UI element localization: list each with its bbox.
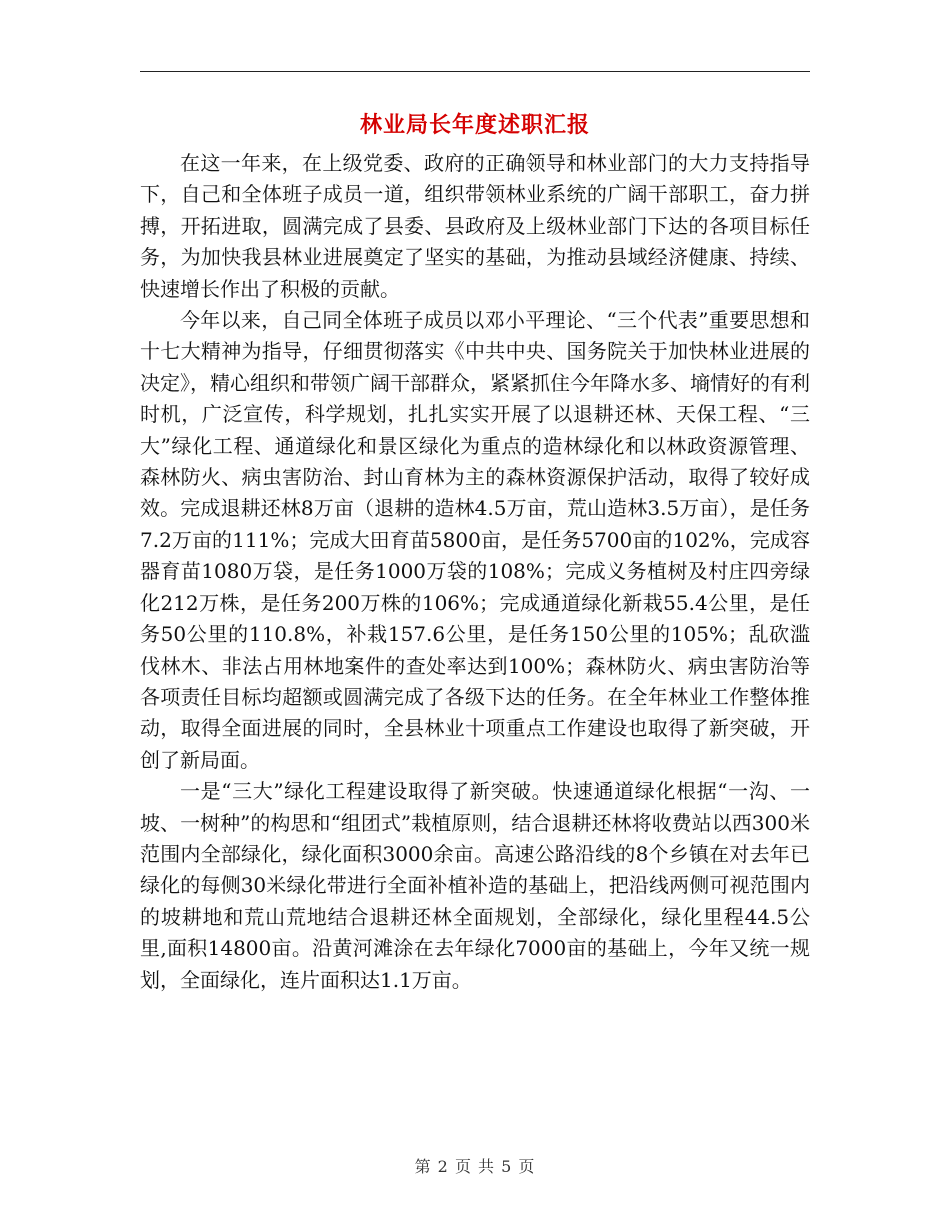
paragraph-achievements: 今年以来，自己同全体班子成员以邓小平理论、“三个代表”重要思想和十七大精神为指导，仔细贯彻落实《中共中央、国务院关于加快林业进展的决定》，精心组织和带领广阔干部群众，紧紧抓住今年降水多、墒情好的有利时机，广泛宣传，科学规划，扎扎实实开展了以退耕还林、天保工程、“三大”绿化工程、通道绿化和景区绿化为重点的造林绿化和以林政资源管理、森林防火、病虫害防治、封山育林为主的森林资源保护活动，取得了较好成效。完成退耕还林8万亩（退耕的造林4.5万亩，荒山造林3.5万亩），是任务7.2万亩的111%；完成大田育苗5800亩，是任务5700亩的102%，完成容器育苗1080万袋，是任务1000万袋的108%；完成义务植树及村庄四旁绿化212万株，是任务200万株的106%；完成通道绿化新栽55.4公里，是任务50公里的110.8%，补栽157.6公里，是任务150公里的105%；乱砍滥伐林木、非法占用林地案件的查处率达到100%；森林防火、病虫害防治等各项责任目标均超额或圆满完成了各级下达的任务。在全年林业工作整体推动，取得全面进展的同时，全县林业十项重点工作建设也取得了新突破，开创了新局面。 (140, 308, 810, 772)
paragraph-greening-project: 一是“三大”绿化工程建设取得了新突破。快速通道绿化根据“一沟、一坡、一树种”的构思和“组团式”栽植原则，结合退耕还林将收费站以西300米范围内全部绿化，绿化面积3000余亩。高速公路沿线的8个乡镇在对去年已绿化的每侧30米绿化带进行全面补植补造的基础上，把沿线两侧可视范围内的坡耕地和荒山荒地结合退耕还林全面规划，全部绿化，绿化里程44.5公里,面积14800亩。沿黄河滩涂在去年绿化7000亩的基础上，今年又统一规划，全面绿化，连片面积达1.1万亩。 (140, 779, 810, 992)
paragraph-intro: 在这一年来，在上级党委、政府的正确领导和林业部门的大力支持指导下，自己和全体班子成员一道，组织带领林业系统的广阔干部职工，奋力拼搏，开拓进取，圆满完成了县委、县政府及上级林业部门下达的各项目标任务，为加快我县林业进展奠定了坚实的基础，为推动县域经济健康、持续、快速增长作出了积极的贡献。 (140, 151, 810, 301)
document-body (140, 148, 810, 996)
document-title: 林业局长年度述职汇报 (359, 112, 590, 138)
header-rule (140, 71, 810, 72)
page-number: 第 2 页 共 5 页 (414, 1157, 536, 1176)
